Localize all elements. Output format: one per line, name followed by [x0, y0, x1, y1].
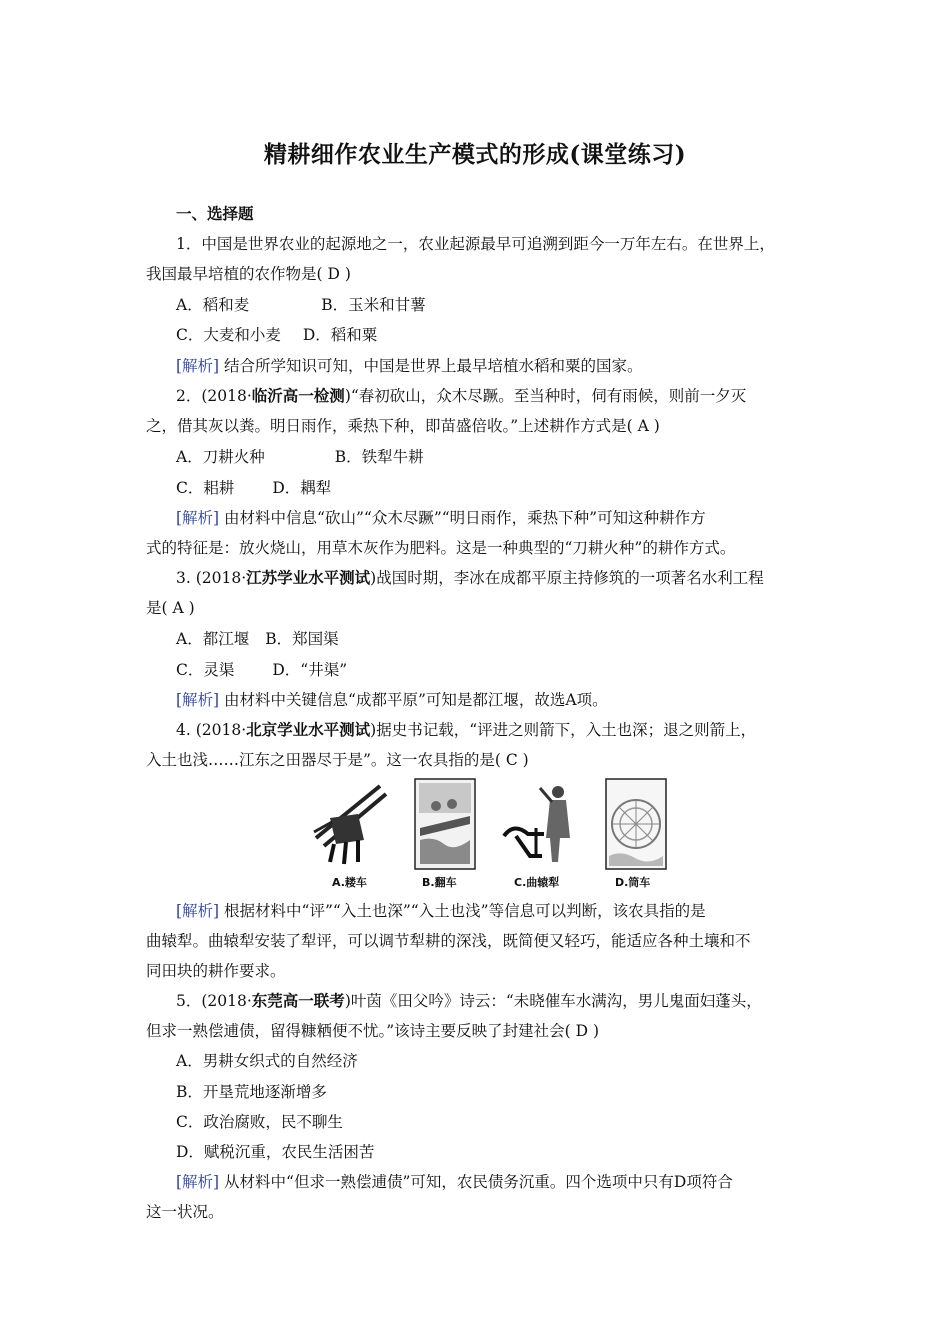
q4-stem-text: )据史书记载，“评进之则箭下，入土也深；退之则箭上，: [370, 721, 757, 739]
q5-stem-text: )叶茵《田父吟》诗云：“未晓催车水满沟，男儿鬼面妇蓬头，: [344, 992, 762, 1010]
q3-option-c: C．灵渠: [176, 661, 235, 679]
q3-number: 3. (2018·: [176, 569, 247, 587]
figure-a-seed-drill: [310, 778, 390, 889]
q3-option-d: D．“井渠”: [272, 661, 348, 679]
q5-analysis-line-1: [176, 1172, 810, 1192]
q2-analysis-line-1: [176, 508, 810, 528]
q5-option-a: A．男耕女织式的自然经济: [176, 1052, 358, 1070]
page-title: 精耕细作农业生产模式的形成(课堂练习): [263, 141, 687, 168]
q4-number: 4. (2018·: [176, 721, 247, 739]
water-wheel-illustration: [605, 778, 667, 870]
q4-source: 北京学业水平测试: [246, 720, 371, 739]
figure-d-caption: D.筒车: [615, 876, 651, 889]
q5-source: 东莞高一联考: [251, 991, 345, 1010]
pallet-pump-illustration: [414, 778, 476, 870]
seed-drill-illustration: [310, 778, 390, 870]
q2-option-c: C．耜耕: [176, 479, 235, 497]
q3-stem-line-1: [176, 568, 810, 588]
q4-analysis-tag: [解析]: [176, 902, 220, 920]
q3-options-ab: [176, 629, 810, 649]
q1-option-b: B．玉米和甘薯: [321, 296, 426, 314]
q2-analysis-line-2: 式的特征是：放火烧山，用草木灰作为肥料。这是一种典型的“刀耕火种”的耕作方式。: [146, 539, 736, 557]
q1-stem-line-1: 1．中国是世界农业的起源地之一，农业起源最早可追溯到距今一万年左右。在世界上，: [176, 235, 775, 253]
q5-stem-line-1: [176, 991, 810, 1011]
q2-stem-text: )“春初砍山，众木尽蹶。至当种时，伺有雨候，则前一夕灭: [344, 387, 747, 405]
q3-option-a: A．都江堰: [176, 630, 250, 648]
q5-analysis-text-1: 从材料中“但求一熟偿逋债”可知，农民债务沉重。四个选项中只有D项符合: [224, 1173, 733, 1191]
q3-analysis-text: 由材料中关键信息“成都平原”可知是都江堰，故选A项。: [224, 691, 608, 709]
q2-option-a: A．刀耕火种: [176, 448, 265, 466]
figure-b-square-pallet-pump: [414, 778, 476, 889]
q2-options-cd: [176, 478, 810, 498]
q2-stem-line-2: 之，借其灰以粪。明日雨作，乘热下种，即苗盛倍收。”上述耕作方式是( A ): [146, 417, 660, 435]
q3-stem-text: )战国时期，李冰在成都平原主持修筑的一项著名水利工程: [370, 569, 764, 587]
q2-analysis-tag: [解析]: [176, 509, 220, 527]
q5-stem-line-2: 但求一熟偿逋债，留得糠粞便不忧。”该诗主要反映了封建社会( D ): [146, 1022, 600, 1040]
q5-option-b: B．开垦荒地逐渐增多: [176, 1083, 327, 1101]
figure-a-caption: A.耧车: [332, 876, 367, 889]
q4-stem-line-2: 入土也浅……江东之田器尽于是”。这一农具指的是( C ): [146, 751, 529, 769]
q2-source: 临沂高一检测: [251, 386, 345, 405]
curved-plough-illustration: [500, 778, 580, 870]
q1-analysis: [176, 356, 810, 376]
q1-option-d: D．稻和粟: [302, 326, 378, 344]
q5-option-c: C．政治腐败，民不聊生: [176, 1113, 343, 1131]
q1-analysis-text: 结合所学知识可知，中国是世界上最早培植水稻和粟的国家。: [224, 357, 643, 375]
figure-c-caption: C.曲辕犁: [514, 876, 560, 889]
q4-analysis-line-3: 同田块的耕作要求。: [146, 962, 286, 980]
q3-stem-line-2: 是( A ): [146, 599, 195, 617]
q1-option-c: C．大麦和小麦: [176, 326, 281, 344]
q2-option-b: B．铁犁牛耕: [334, 448, 424, 466]
q2-stem-line-1: [176, 386, 810, 406]
q2-options-ab: [176, 447, 810, 467]
q1-options-ab: [176, 295, 810, 315]
q3-analysis-tag: [解析]: [176, 691, 220, 709]
q3-option-b: B．郑国渠: [265, 630, 339, 648]
q2-option-d: D．耦犁: [272, 479, 332, 497]
q4-stem-line-1: [176, 720, 810, 740]
q2-analysis-text-1: 由材料中信息“砍山”“众木尽蹶”“明日雨作，乘热下种”可知这种耕作方: [224, 509, 706, 527]
q5-number: 5．(2018·: [176, 992, 252, 1010]
q4-analysis-line-1: [176, 901, 810, 921]
q5-option-d: D．赋税沉重，农民生活困苦: [176, 1143, 375, 1161]
figure-d-water-wheel: [605, 778, 667, 889]
q5-analysis-tag: [解析]: [176, 1173, 220, 1191]
q2-number: 2．(2018·: [176, 387, 252, 405]
figure-b-caption: B.翻车: [422, 876, 457, 889]
q1-option-a: A．稻和麦: [176, 296, 250, 314]
q3-analysis: [176, 690, 810, 710]
q5-analysis-line-2: 这一状况。: [146, 1203, 224, 1221]
q4-figure-row: [310, 778, 675, 892]
q1-stem-line-2: 我国最早培植的农作物是( D ): [146, 265, 351, 283]
q1-analysis-tag: [解析]: [176, 357, 220, 375]
q3-options-cd: [176, 660, 810, 680]
q1-options-cd: [176, 325, 810, 345]
q3-source: 江苏学业水平测试: [246, 568, 371, 587]
figure-c-curved-shaft-plough: [500, 778, 580, 889]
q4-analysis-text-1: 根据材料中“评”“入土也深”“入土也浅”等信息可以判断，该农具指的是: [224, 902, 706, 920]
q4-analysis-line-2: 曲辕犁。曲辕犁安装了犁评，可以调节犁耕的深浅，既简便又轻巧，能适应各种土壤和不: [146, 932, 751, 950]
section-heading: 一、选择题: [176, 204, 254, 223]
